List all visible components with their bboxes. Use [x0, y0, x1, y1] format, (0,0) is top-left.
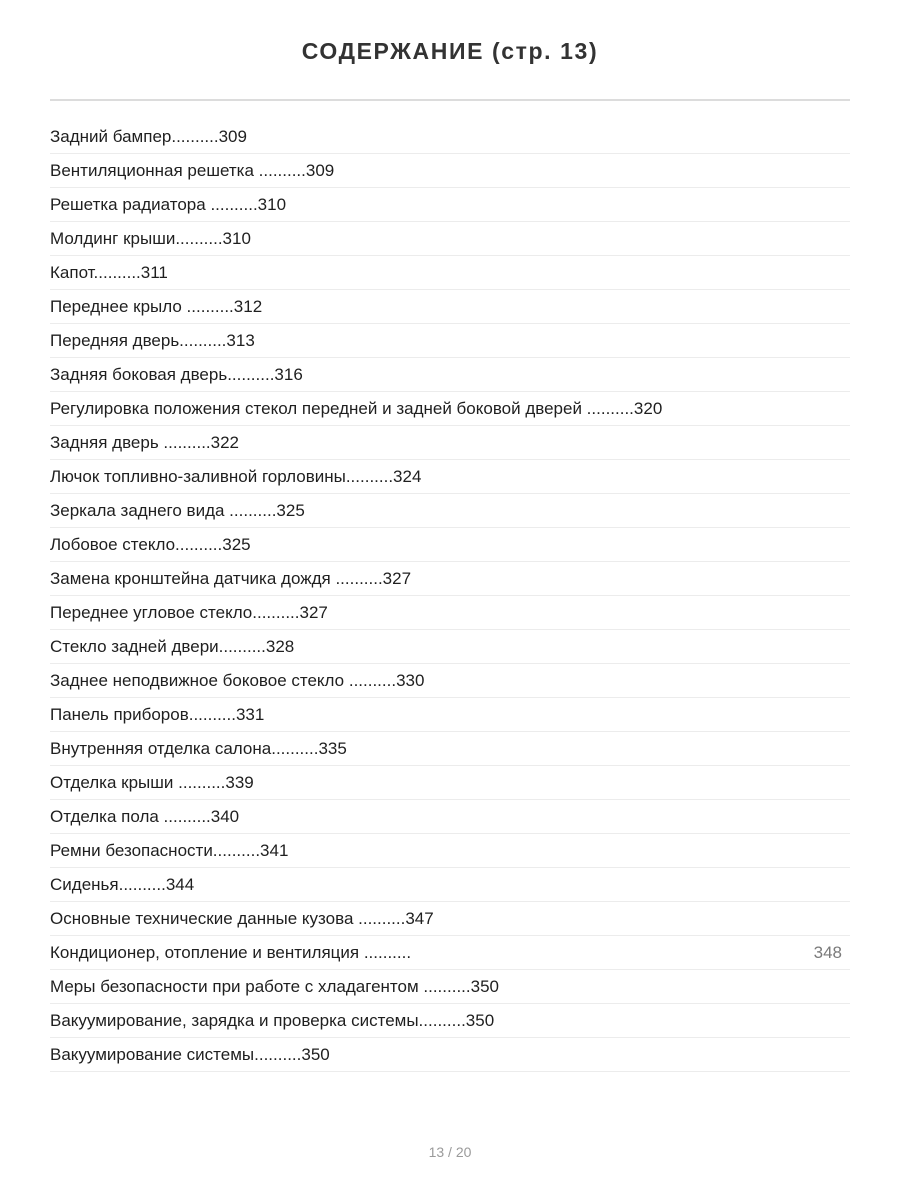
toc-entry[interactable] — [50, 494, 850, 528]
toc-entry[interactable] — [50, 834, 850, 868]
toc-entry[interactable] — [50, 664, 850, 698]
toc-entry-text: Ремни безопасности..........341 — [50, 841, 289, 860]
toc-entry-text: Капот..........311 — [50, 263, 168, 282]
toc-entry[interactable] — [50, 324, 850, 358]
toc-entry[interactable] — [50, 256, 850, 290]
title-divider — [50, 99, 850, 101]
toc-entry[interactable] — [50, 188, 850, 222]
toc-entry[interactable] — [50, 528, 850, 562]
toc-entry-text: Внутренняя отделка салона..........335 — [50, 739, 347, 758]
toc-entry-text: Переднее крыло ..........312 — [50, 297, 263, 316]
toc-entry-page-number: 348 — [813, 943, 842, 962]
toc-entry[interactable] — [50, 358, 850, 392]
toc-entry-text: Переднее угловое стекло..........327 — [50, 603, 328, 622]
toc-entry-text: Задняя дверь ..........322 — [50, 433, 240, 452]
toc-entry-text: Решетка радиатора ..........310 — [50, 195, 287, 214]
toc-entry-text: Молдинг крыши..........310 — [50, 229, 251, 248]
toc-entry[interactable] — [50, 1038, 850, 1072]
toc-entry-text: Лючок топливно-заливной горловины..........324 — [50, 467, 422, 486]
toc-entry-text: Вакуумирование, зарядка и проверка системы..........350 — [50, 1011, 495, 1030]
toc-entry-text: Замена кронштейна датчика дождя ..........327 — [50, 569, 412, 588]
toc-entry-text: Заднее неподвижное боковое стекло ..........330 — [50, 671, 425, 690]
toc-entry[interactable] — [50, 290, 850, 324]
page-title: СОДЕРЖАНИЕ (стр. 13) — [301, 38, 599, 64]
toc-entry[interactable] — [50, 392, 850, 426]
toc-entry-text: Панель приборов..........331 — [50, 705, 265, 724]
toc-entry[interactable] — [50, 154, 850, 188]
toc-entry[interactable] — [50, 596, 850, 630]
toc-entry-text: Отделка крыши ..........339 — [50, 773, 254, 792]
toc-entry-text: Лобовое стекло..........325 — [50, 535, 251, 554]
toc-entry-text: Меры безопасности при работе с хладагентом ..........350 — [50, 977, 499, 996]
toc-entry[interactable] — [50, 800, 850, 834]
toc-entry[interactable] — [50, 120, 850, 154]
toc-entry-text: Вентиляционная решетка ..........309 — [50, 161, 335, 180]
toc-entry[interactable] — [50, 630, 850, 664]
toc-entry-text: Регулировка положения стекол передней и задней боковой дверей ..........320 — [50, 399, 663, 418]
toc-entry-text: Задняя боковая дверь..........316 — [50, 365, 303, 384]
toc-entry[interactable] — [50, 902, 850, 936]
toc-entry-text: Отделка пола ..........340 — [50, 807, 240, 826]
toc-entry[interactable] — [50, 766, 850, 800]
page-indicator: 13 / 20 — [428, 1144, 472, 1160]
toc-entry-text: Стекло задней двери..........328 — [50, 637, 295, 656]
toc-entry-text: Сиденья..........344 — [50, 875, 195, 894]
toc-entry-text: Зеркала заднего вида ..........325 — [50, 501, 305, 520]
toc-entry-text: Задний бампер..........309 — [50, 127, 247, 146]
toc-entry[interactable] — [50, 936, 850, 970]
toc-entry[interactable] — [50, 970, 850, 1004]
toc-entry-text: Кондиционер, отопление и вентиляция .......... — [50, 943, 412, 962]
toc-entry[interactable] — [50, 1004, 850, 1038]
toc-entry[interactable] — [50, 698, 850, 732]
toc-entry[interactable] — [50, 562, 850, 596]
toc-entry[interactable] — [50, 732, 850, 766]
toc-entry-text: Передняя дверь..........313 — [50, 331, 255, 350]
toc-entry[interactable] — [50, 426, 850, 460]
toc-entry-text: Основные технические данные кузова ..........347 — [50, 909, 434, 928]
toc-list — [50, 120, 850, 1072]
toc-entry[interactable] — [50, 222, 850, 256]
toc-entry[interactable] — [50, 460, 850, 494]
toc-entry[interactable] — [50, 868, 850, 902]
toc-entry-text: Вакуумирование системы..........350 — [50, 1045, 330, 1064]
